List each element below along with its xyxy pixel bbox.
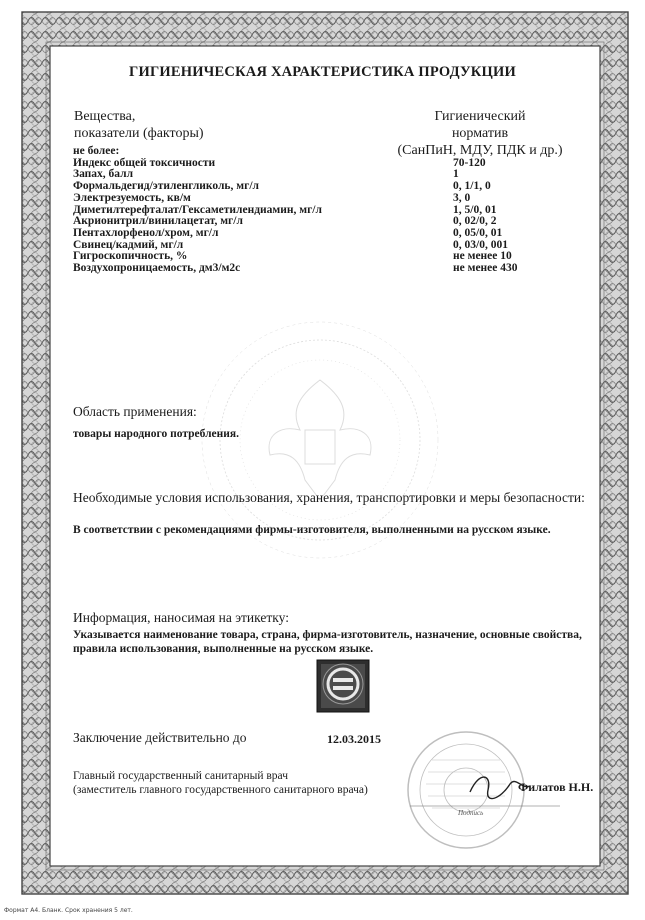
indicator-name: Формальдегид/этиленгликоль, мг/л	[73, 180, 259, 193]
limit-note: не более:	[73, 145, 120, 157]
norm-header-line2: норматив	[451, 126, 509, 141]
label-info-value: Указывается наименование товара, страна, фирма-изготовитель, назначение, основные свойства, правила использования, выполненные на русском языке.	[73, 629, 582, 655]
indicator-name: Пентахлорфенол/хром, мг/л	[73, 226, 219, 239]
indicator-value: 0, 05/0, 01	[453, 226, 503, 239]
indicator-value: 0, 03/0, 001	[453, 238, 508, 251]
conditions-value: В соответствии с рекомендациями фирмы-изготовителя, выполненными на русском языке.	[73, 524, 551, 536]
table-row	[73, 193, 593, 205]
table-row	[73, 158, 593, 170]
substances-header-line2: показатели (факторы)	[74, 126, 204, 141]
norm-header-line1: Гигиенический	[434, 109, 526, 124]
scope-value: товары народного потребления.	[73, 428, 239, 440]
substances-header-line1: Вещества,	[74, 109, 136, 124]
indicator-value: 0, 1/1, 0	[453, 180, 491, 193]
indicator-name: Свинец/кадмий, мг/л	[73, 238, 184, 251]
signer-name: Филатов Н.Н.	[518, 780, 594, 794]
norm-header-line3: (СанПиН, МДУ, ПДК и др.)	[397, 143, 563, 158]
hologram-icon	[317, 660, 369, 712]
indicator-name: Диметилтерефталат/Гексаметилендиамин, мг/л	[73, 203, 322, 216]
substances-header	[74, 108, 204, 142]
indicator-value: 0, 02/0, 2	[453, 215, 497, 228]
document-title: ГИГИЕНИЧЕСКАЯ ХАРАКТЕРИСТИКА ПРОДУКЦИИ	[129, 64, 516, 80]
validity-label: Заключение действительно до	[73, 730, 247, 745]
footer-note: Формат А4. Бланк. Срок хранения 5 лет.	[4, 907, 133, 914]
indicator-value: не менее 10	[453, 250, 512, 263]
signer-title-line2: (заместитель главного государственного санитарного врача)	[73, 784, 368, 796]
label-info-label: Информация, наносимая на этикетку:	[73, 610, 289, 625]
scope-label: Область применения:	[73, 404, 197, 419]
indicator-value: 1, 5/0, 01	[453, 203, 497, 216]
indicator-value: 3, 0	[453, 191, 471, 204]
indicator-name: Воздухопроницаемость, дм3/м2с	[73, 262, 241, 275]
indicator-value: 70-120	[453, 156, 486, 169]
indicator-name: Гигроскопичность, %	[73, 250, 188, 263]
conditions-label: Необходимые условия использования, хранения, транспортировки и меры безопасности:	[73, 490, 585, 505]
table-row	[73, 228, 593, 240]
signer-title-line1: Главный государственный санитарный врач	[73, 770, 288, 782]
validity-date: 12.03.2015	[327, 732, 381, 746]
indicator-name: Индекс общей токсичности	[73, 156, 216, 169]
indicator-name: Электрезуемость, кв/м	[73, 191, 191, 204]
indicator-value: 1	[453, 168, 459, 181]
indicator-value: не менее 430	[453, 262, 518, 275]
table-row	[73, 263, 593, 275]
indicators-table	[73, 146, 593, 275]
indicator-name: Запах, балл	[73, 168, 134, 181]
indicator-name: Акрионитрил/винилацетат, мг/л	[73, 215, 243, 228]
limit-note-row	[73, 146, 593, 158]
signature-caption: Подпись	[458, 809, 484, 817]
